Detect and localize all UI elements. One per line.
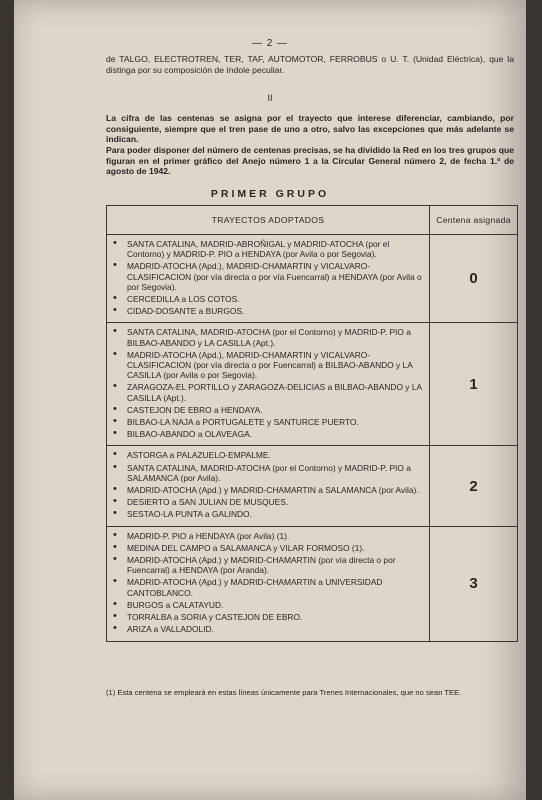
route-item: • ZARAGOZA-EL PORTILLO y ZARAGOZA-DELICIAS a BILBAO-ABANDO y LA CASILLA (Apt.).: [113, 382, 423, 402]
footnote: (1) Esta centena se empleará en estas líneas únicamente para Trenes Internacionales, que no sean TEE.: [106, 688, 462, 697]
route-item: • CIDAD-DOSANTE a BURGOS.: [113, 306, 423, 316]
routes-list: [113, 239, 423, 316]
intro-paragraph: de TALGO, ELECTROTREN, TER, TAF, AUTOMOTOR, FERROBUS o U. T. (Unidad Eléctrica), que la distinga por su composición de índole peculiar.: [106, 54, 514, 75]
page-number: — 2 —: [251, 38, 289, 49]
route-item: • MADRID-ATOCHA (Apd.) y MADRID-CHAMARTIN a UNIVERSIDAD CANTOBLANCO.: [113, 577, 423, 597]
centena-value: 1: [430, 323, 518, 446]
routes-list: [113, 327, 423, 439]
centena-paragraph: La cifra de las centenas se asigna por el trayecto que interese diferenciar, cambiando, por consiguiente, siempre que el tren pase de uno a otro, salvo las excepciones que más adelante se indican.: [106, 113, 514, 144]
routes-cell: [107, 526, 430, 641]
header-centena: Centena asignada: [430, 206, 518, 235]
routes-cell: [107, 235, 430, 323]
table-row: [107, 323, 518, 446]
route-item: • BILBAO-LA NAJA a PORTUGALETE y SANTURCE PUERTO.: [113, 417, 423, 427]
route-item: • MADRID-ATOCHA (Apd.) y MADRID-CHAMARTIN (por vía directa o por Fuencarral) a HENDAYA (por Aranda).: [113, 555, 423, 575]
routes-list: [113, 531, 423, 635]
routes-list: [113, 450, 423, 519]
routes-cell: [107, 323, 430, 446]
centena-value: 3: [430, 526, 518, 641]
document-page: [14, 0, 526, 800]
route-item: • MADRID-ATOCHA (Apd.), MADRID-CHAMARTIN y VICALVARO-CLASIFICACION (por vía directa o por Fuencarral) a BILBAO-ABANDO y LA CASILLA (por Avila o por Segovia).: [113, 350, 423, 381]
route-item: • SANTA CATALINA, MADRID-ATOCHA (por el Contorno) y MADRID-P. PIO a BILBAO-ABANDO y LA CASILLA (Apt.).: [113, 327, 423, 347]
groups-paragraph: Para poder disponer del número de centenas precisas, se ha dividido la Red en los tres grupos que figuran en el primer gráfico del Anejo número 1 a la Circular General número 2, de fecha 1.º de agosto de 1942.: [106, 145, 514, 176]
table-row: [107, 446, 518, 526]
route-item: • ARIZA a VALLADOLID.: [113, 624, 423, 634]
routes-cell: [107, 446, 430, 526]
route-item: • BILBAO-ABANDO a OLAVEAGA.: [113, 429, 423, 439]
route-item: • ASTORGA a PALAZUELO-EMPALME.: [113, 450, 423, 460]
route-item: • MADRID-P. PIO a HENDAYA (por Avila) (1).: [113, 531, 423, 541]
route-item: • TORRALBA a SORIA y CASTEJON DE EBRO.: [113, 612, 423, 622]
header-routes: TRAYECTOS ADOPTADOS: [107, 206, 430, 235]
routes-table: [106, 205, 518, 642]
table-row: [107, 526, 518, 641]
route-item: • SANTA CATALINA, MADRID-ATOCHA (por el Contorno) y MADRID-P. PIO a SALAMANCA (por Avila).: [113, 463, 423, 483]
centena-value: 0: [430, 235, 518, 323]
route-item: • CASTEJON DE EBRO a HENDAYA.: [113, 405, 423, 415]
centena-value: 2: [430, 446, 518, 526]
group-title: PRIMER GRUPO: [210, 188, 330, 200]
route-item: • MADRID-ATOCHA (Apd.), MADRID-CHAMARTIN y VICALVARO-CLASIFICACION (por vía directa o por vía Fuencarral) a HENDAYA (por Avila o por Segovia).: [113, 261, 423, 292]
route-item: • DESIERTO a SAN JULIAN DE MUSQUES.: [113, 497, 423, 507]
route-item: • SANTA CATALINA, MADRID-ABROÑIGAL y MADRID-ATOCHA (por el Contorno) y MADRID-P. PIO a HENDAYA (por Avila o por Segovia).: [113, 239, 423, 259]
route-item: • MADRID-ATOCHA (Apd.) y MADRID-CHAMARTIN a SALAMANCA (por Avila).: [113, 485, 423, 495]
route-item: • CERCEDILLA a LOS COTOS.: [113, 294, 423, 304]
section-heading: II: [267, 93, 273, 103]
route-item: • BURGOS a CALATAYUD.: [113, 600, 423, 610]
table-row: [107, 235, 518, 323]
table-body: [107, 235, 518, 642]
route-item: • MEDINA DEL CAMPO a SALAMANCA y VILAR FORMOSO (1).: [113, 543, 423, 553]
route-item: • SESTAO-LA PUNTA a GALINDO.: [113, 509, 423, 519]
